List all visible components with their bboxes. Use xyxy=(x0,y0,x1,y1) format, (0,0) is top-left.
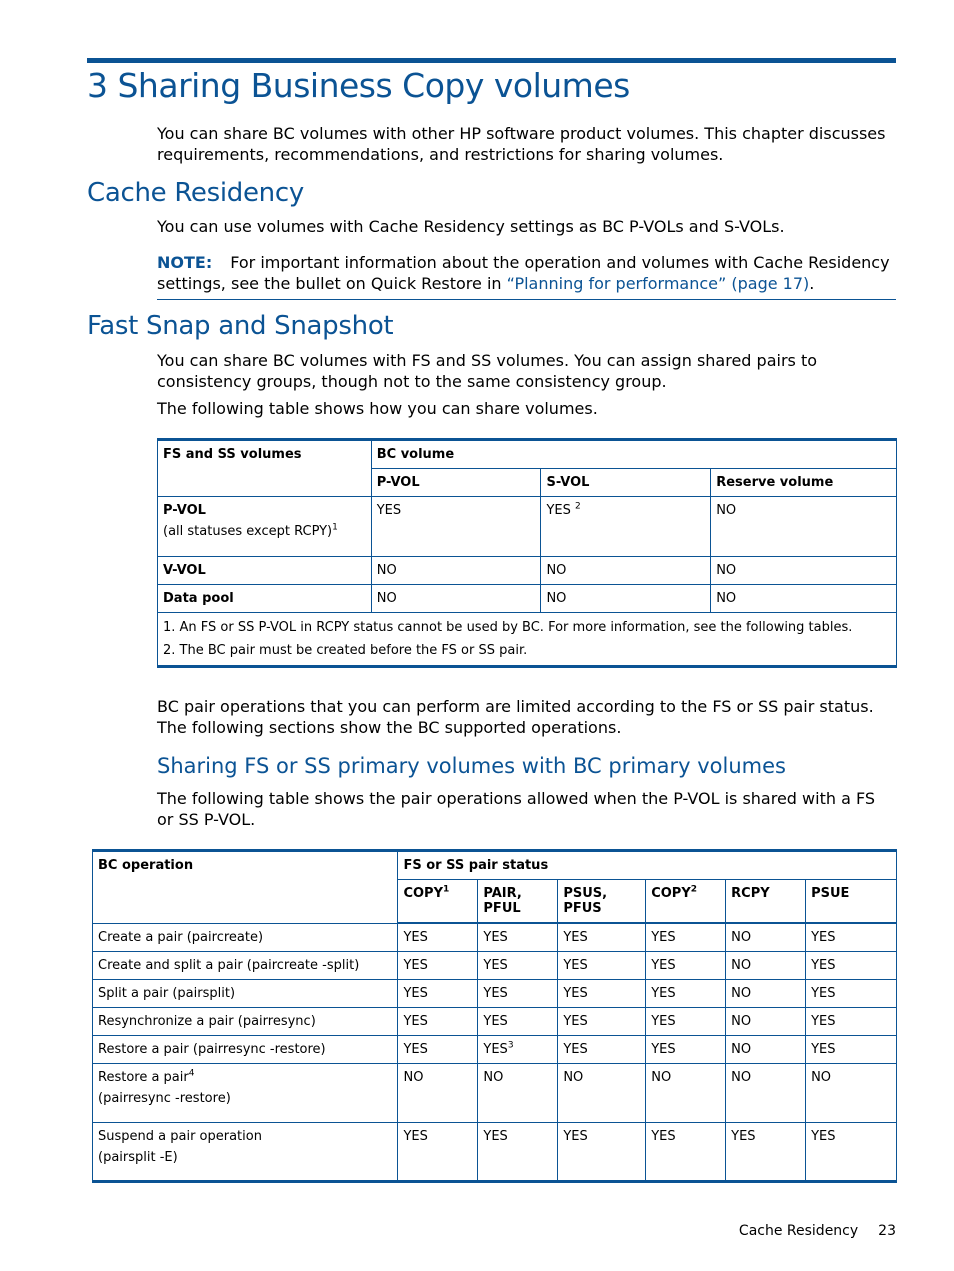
table-row xyxy=(158,585,897,613)
operation-cell: Create a pair (paircreate) xyxy=(93,923,398,952)
sharing-primary-text: The following table shows the pair operations allowed when the P-VOL is shared with a FS or SS P-VOL. xyxy=(157,789,876,829)
status-cell: NO xyxy=(726,1008,806,1036)
status-cell: YES xyxy=(806,980,897,1008)
cache-residency-text: You can use volumes with Cache Residency settings as BC P-VOLs and S-VOLs. xyxy=(157,217,785,236)
status-cell: NO xyxy=(726,980,806,1008)
header-status: RCPY xyxy=(726,880,806,924)
status-cell: NO xyxy=(646,1064,726,1123)
status-cell: YES xyxy=(646,1008,726,1036)
status-cell: YES xyxy=(558,952,646,980)
status-cell: YES xyxy=(806,1123,897,1182)
row-label: Data pool xyxy=(158,585,372,613)
fast-snap-text-2: The following table shows how you can share volumes. xyxy=(157,399,598,418)
header-status: COPY$^1$ xyxy=(398,880,478,924)
status-cell: YES xyxy=(646,980,726,1008)
status-cell: NO xyxy=(478,1064,558,1123)
status-cell: YES xyxy=(646,952,726,980)
status-cell: YES xyxy=(558,923,646,952)
table-row xyxy=(93,952,897,980)
cell: NO xyxy=(541,585,711,613)
status-cell: YES xyxy=(646,923,726,952)
status-cell: NO xyxy=(398,1064,478,1123)
header-reserve-volume: Reserve volume xyxy=(711,469,897,497)
status-cell: YES xyxy=(478,1008,558,1036)
status-cell: YES xyxy=(558,1123,646,1182)
status-cell: YES xyxy=(646,1036,726,1064)
footer-section: Cache Residency xyxy=(738,1223,859,1239)
status-cell: YES$^3$ xyxy=(478,1036,558,1064)
status-cell: YES xyxy=(558,1036,646,1064)
operation-cell: Create and split a pair (paircreate -split) xyxy=(93,952,398,980)
status-cell: YES xyxy=(726,1123,806,1182)
status-cell: YES xyxy=(478,1123,558,1182)
status-cell: YES xyxy=(398,952,478,980)
status-cell: YES xyxy=(398,1008,478,1036)
note-end: . xyxy=(809,274,815,293)
status-cell: NO xyxy=(558,1064,646,1123)
status-cell: YES xyxy=(558,1008,646,1036)
table-row xyxy=(158,557,897,585)
row-label: P-VOL (all statuses except RCPY)$^1$ xyxy=(158,497,372,557)
planning-performance-link[interactable]: “Planning for performance” (page 17) xyxy=(506,274,810,293)
table-row xyxy=(93,1036,897,1064)
status-cell: YES xyxy=(806,1008,897,1036)
heading-cache-residency: Cache Residency xyxy=(87,178,304,208)
status-cell: YES xyxy=(806,1036,897,1064)
footnote: 2. The BC pair must be created before the FS or SS pair. xyxy=(163,643,528,658)
after-table-text: BC pair operations that you can perform are limited according to the FS or SS pair status. The following sections show the BC supported operations. xyxy=(157,697,874,737)
operation-cell: Resynchronize a pair (pairresync) xyxy=(93,1008,398,1036)
cell: NO xyxy=(541,557,711,585)
cell: NO xyxy=(711,497,897,557)
header-status: PAIR, PFUL xyxy=(478,880,558,924)
operations-table xyxy=(92,849,897,1183)
table-row xyxy=(93,980,897,1008)
table-row xyxy=(93,923,897,952)
status-cell: YES xyxy=(398,1036,478,1064)
cell: NO xyxy=(711,585,897,613)
status-cell: NO xyxy=(726,1064,806,1123)
table-row xyxy=(93,1123,897,1182)
operation-cell: Split a pair (pairsplit) xyxy=(93,980,398,1008)
table-row xyxy=(158,497,897,557)
operation-cell: Restore a pair$^4$ (pairresync -restore) xyxy=(93,1064,398,1123)
row-label: V-VOL xyxy=(158,557,372,585)
status-cell: YES xyxy=(478,923,558,952)
operation-cell: Restore a pair (pairresync -restore) xyxy=(93,1036,398,1064)
table-footnotes xyxy=(158,613,897,667)
note-label: NOTE: xyxy=(157,253,213,272)
operation-cell: Suspend a pair operation (pairsplit -E) xyxy=(93,1123,398,1182)
status-cell: YES xyxy=(398,1123,478,1182)
header-fs-ss-volumes: FS and SS volumes xyxy=(158,440,372,497)
status-cell: YES xyxy=(478,980,558,1008)
header-status: COPY$^2$ xyxy=(646,880,726,924)
status-cell: NO xyxy=(726,923,806,952)
chapter-title: 3 Sharing Business Copy volumes xyxy=(87,66,630,105)
status-cell: YES xyxy=(646,1123,726,1182)
table-row xyxy=(93,1064,897,1123)
status-cell: YES xyxy=(806,923,897,952)
status-cell: YES xyxy=(558,980,646,1008)
status-cell: YES xyxy=(478,952,558,980)
header-status: PSUE xyxy=(806,880,897,924)
status-cell: NO xyxy=(726,952,806,980)
chapter-rule xyxy=(87,58,896,63)
heading-fast-snap: Fast Snap and Snapshot xyxy=(87,311,394,341)
header-bc-operation: BC operation xyxy=(93,851,398,924)
fast-snap-text: You can share BC volumes with FS and SS volumes. You can assign shared pairs to consistency groups, though not to the same consistency group. xyxy=(157,351,817,391)
sharing-table xyxy=(157,438,897,668)
header-bc-volume: BC volume xyxy=(371,440,896,469)
page-footer xyxy=(719,1223,896,1239)
intro-paragraph: You can share BC volumes with other HP software product volumes. This chapter discusses requirements, recommendations, and restrictions for sharing volumes. xyxy=(157,124,886,164)
status-cell: YES xyxy=(806,952,897,980)
note-box xyxy=(157,252,896,300)
table-row xyxy=(93,1008,897,1036)
cell: YES xyxy=(371,497,541,557)
heading-sharing-primary: Sharing FS or SS primary volumes with BC primary volumes xyxy=(157,754,786,778)
status-cell: YES xyxy=(398,923,478,952)
footnote: 1. An FS or SS P-VOL in RCPY status cannot be used by BC. For more information, see the following tables. xyxy=(163,620,853,635)
note-text: For important information about the operation and volumes with Cache Residency settings, see the bullet on Quick Restore in xyxy=(157,253,890,293)
cell: NO xyxy=(371,557,541,585)
cell: YES $^2$ xyxy=(541,497,711,557)
cell: NO xyxy=(371,585,541,613)
status-cell: NO xyxy=(726,1036,806,1064)
header-status: PSUS, PFUS xyxy=(558,880,646,924)
header-svol: S-VOL xyxy=(541,469,711,497)
header-pvol: P-VOL xyxy=(371,469,541,497)
status-cell: NO xyxy=(806,1064,897,1123)
page-number: 23 xyxy=(878,1223,896,1239)
status-cell: YES xyxy=(398,980,478,1008)
cell: NO xyxy=(711,557,897,585)
header-pair-status: FS or SS pair status xyxy=(398,851,897,880)
